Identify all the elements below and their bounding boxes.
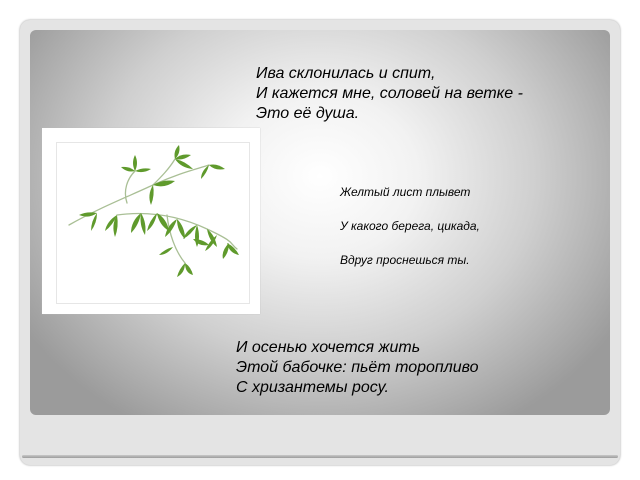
poem-line: Вдруг проснешься ты.	[340, 253, 470, 267]
haiku-butterfly	[236, 338, 479, 398]
haiku-yellow-leaf	[340, 184, 480, 286]
poem-line: С хризантемы росу.	[236, 379, 389, 396]
bamboo-branch-icon	[57, 143, 249, 303]
poem-line: И осенью хочется жить	[236, 339, 421, 356]
poem-line: И кажется мне, соловей на ветке -	[256, 85, 523, 102]
poem-line: Это её душа.	[256, 105, 360, 122]
haiku-willow	[256, 64, 523, 124]
illustration-card	[42, 128, 260, 314]
poem-line: Этой бабочке: пьёт торопливо	[236, 359, 479, 376]
poem-line: Желтый лист плывет	[340, 185, 471, 199]
poem-line: У какого берега, цикада,	[340, 219, 480, 233]
bamboo-illustration	[56, 142, 250, 304]
bottom-divider	[22, 455, 618, 458]
poem-line: Ива склонилась и спит,	[256, 65, 436, 82]
